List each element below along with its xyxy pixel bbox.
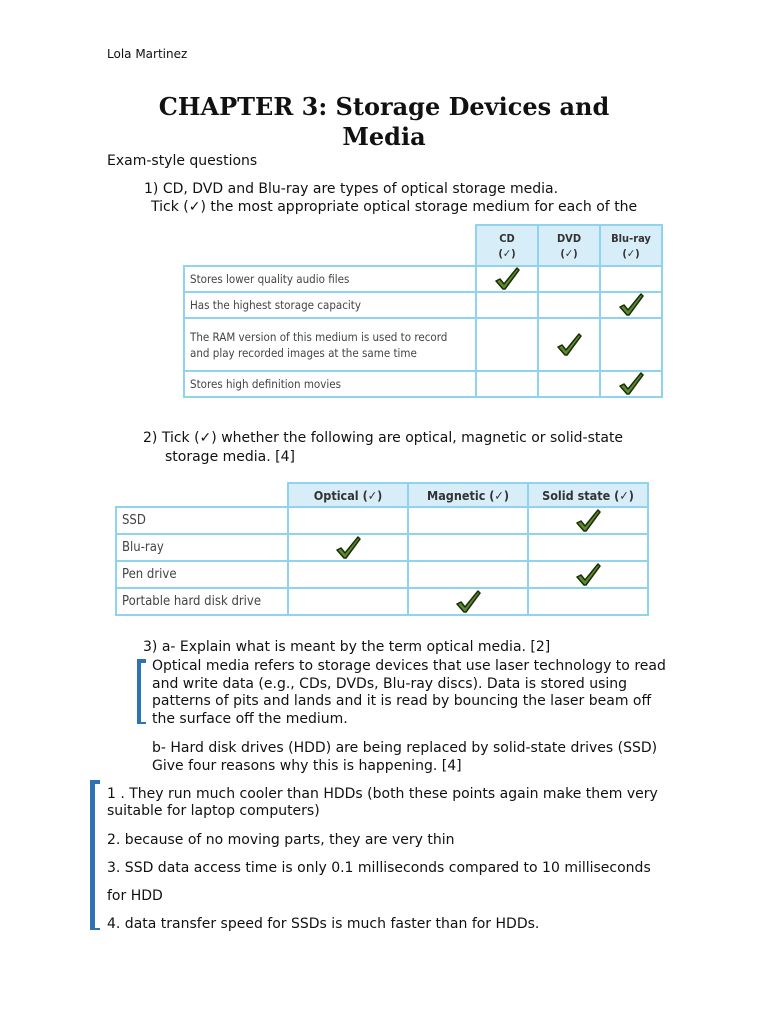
q1-cell[interactable]: [476, 371, 538, 397]
check-mark-icon: [618, 372, 644, 396]
q1-cell[interactable]: [476, 318, 538, 371]
q2-cell[interactable]: [528, 588, 648, 615]
q3b-answer-line-3: 2. because of no moving parts, they are very thin: [107, 832, 455, 848]
table-row: [184, 266, 662, 292]
q2-row-label: Portable hard disk drive: [116, 588, 288, 615]
q1-cell[interactable]: [476, 266, 538, 292]
q1-col-cd: [476, 225, 538, 266]
answer-bracket-a: [137, 659, 141, 724]
q1-cell[interactable]: [538, 371, 600, 397]
q1-col-bluray-label: Blu-ray (✓): [611, 231, 651, 260]
q2-cell[interactable]: [408, 507, 528, 534]
q3b-answer-line-5: for HDD: [107, 888, 163, 904]
q2-row-label: SSD: [116, 507, 288, 534]
q2-col-optical: Optical (✓): [288, 483, 408, 507]
q1-prompt: 1) CD, DVD and Blu-ray are types of optical storage media.: [144, 181, 559, 197]
table-row: [116, 534, 648, 561]
q2-prompt-line2: storage media. [4]: [165, 449, 295, 465]
table-row: [116, 588, 648, 615]
check-mark-icon: [494, 267, 520, 291]
q1-col-bluray: [600, 225, 662, 266]
q2-row-label: Pen drive: [116, 561, 288, 588]
q1-col-cd-label: CD (✓): [498, 231, 516, 260]
q2-col-solid-state: Solid state (✓): [528, 483, 648, 507]
q1-row-label: The RAM version of this medium is used to record and play recorded images at the same time: [184, 318, 476, 371]
q2-cell[interactable]: [288, 507, 408, 534]
author-name: Lola Martinez: [107, 47, 188, 61]
q2-prompt-line1: 2) Tick (✓) whether the following are optical, magnetic or solid-state: [143, 430, 624, 446]
q2-cell[interactable]: [288, 588, 408, 615]
q2-row-label: Blu-ray: [116, 534, 288, 561]
q2-cell[interactable]: [288, 534, 408, 561]
q2-cell[interactable]: [528, 507, 648, 534]
q2-cell[interactable]: [528, 534, 648, 561]
table-row: [184, 371, 662, 397]
q3b-answer-line-6: 4. data transfer speed for SSDs is much faster than for HDDs.: [107, 916, 540, 932]
q3a-answer-line-4: the surface off the medium.: [152, 711, 348, 727]
table-row: [184, 292, 662, 318]
check-mark-icon: [575, 563, 601, 587]
table-row: [184, 318, 662, 371]
q2-cell[interactable]: [408, 534, 528, 561]
q2-cell[interactable]: [408, 561, 528, 588]
q3a-answer-line-1: Optical media refers to storage devices that use laser technology to read: [152, 658, 666, 674]
q3b-answer-line-1: 1 . They run much cooler than HDDs (both these points again make them very: [107, 786, 658, 802]
check-mark-icon: [335, 536, 361, 560]
q3b-prompt-line1: b- Hard disk drives (HDD) are being replaced by solid-state drives (SSD): [152, 740, 658, 756]
q1-cell[interactable]: [600, 292, 662, 318]
q1-instruction: Tick (✓) the most appropriate optical storage medium for each of the: [151, 199, 638, 215]
q2-header-row: [116, 483, 648, 507]
q1-header-blank: [184, 225, 476, 266]
q1-col-dvd-label: DVD (✓): [556, 231, 582, 260]
q3a-answer-line-3: patterns of pits and lands and it is read by bouncing the laser beam off: [152, 693, 652, 709]
section-subtitle: Exam-style questions: [107, 153, 258, 169]
answer-bracket-b: [90, 780, 95, 930]
check-mark-icon: [575, 509, 601, 533]
table-row: [116, 507, 648, 534]
check-mark-icon: [556, 333, 582, 357]
q2-header-blank: [116, 483, 288, 507]
q1-row-label: Stores high definition movies: [184, 371, 476, 397]
check-mark-icon: [618, 293, 644, 317]
q1-table: [183, 224, 663, 398]
q1-col-dvd: [538, 225, 600, 266]
q1-header-row: [184, 225, 662, 266]
q1-cell[interactable]: [538, 318, 600, 371]
q3a-answer-line-2: and write data (e.g., CDs, DVDs, Blu-ray discs). Data is stored using: [152, 676, 628, 692]
q1-row-label: Has the highest storage capacity: [184, 292, 476, 318]
page-title: CHAPTER 3: Storage Devices and Media: [158, 92, 610, 151]
check-mark-icon: [455, 590, 481, 614]
q1-cell[interactable]: [538, 292, 600, 318]
q3a-prompt: 3) a- Explain what is meant by the term optical media. [2]: [143, 639, 551, 655]
q1-row-label: Stores lower quality audio files: [184, 266, 476, 292]
q2-cell[interactable]: [288, 561, 408, 588]
q2-col-magnetic: Magnetic (✓): [408, 483, 528, 507]
q1-cell[interactable]: [600, 318, 662, 371]
q1-cell[interactable]: [600, 266, 662, 292]
q1-cell[interactable]: [538, 266, 600, 292]
q1-cell[interactable]: [476, 292, 538, 318]
q2-cell[interactable]: [408, 588, 528, 615]
q3b-prompt-line2: Give four reasons why this is happening. [4]: [152, 758, 462, 774]
q2-table: [115, 482, 649, 616]
q1-cell[interactable]: [600, 371, 662, 397]
table-row: [116, 561, 648, 588]
q2-cell[interactable]: [528, 561, 648, 588]
q3b-answer-line-4: 3. SSD data access time is only 0.1 milliseconds compared to 10 milliseconds: [107, 860, 651, 876]
q3b-answer-line-2: suitable for laptop computers): [107, 803, 320, 819]
